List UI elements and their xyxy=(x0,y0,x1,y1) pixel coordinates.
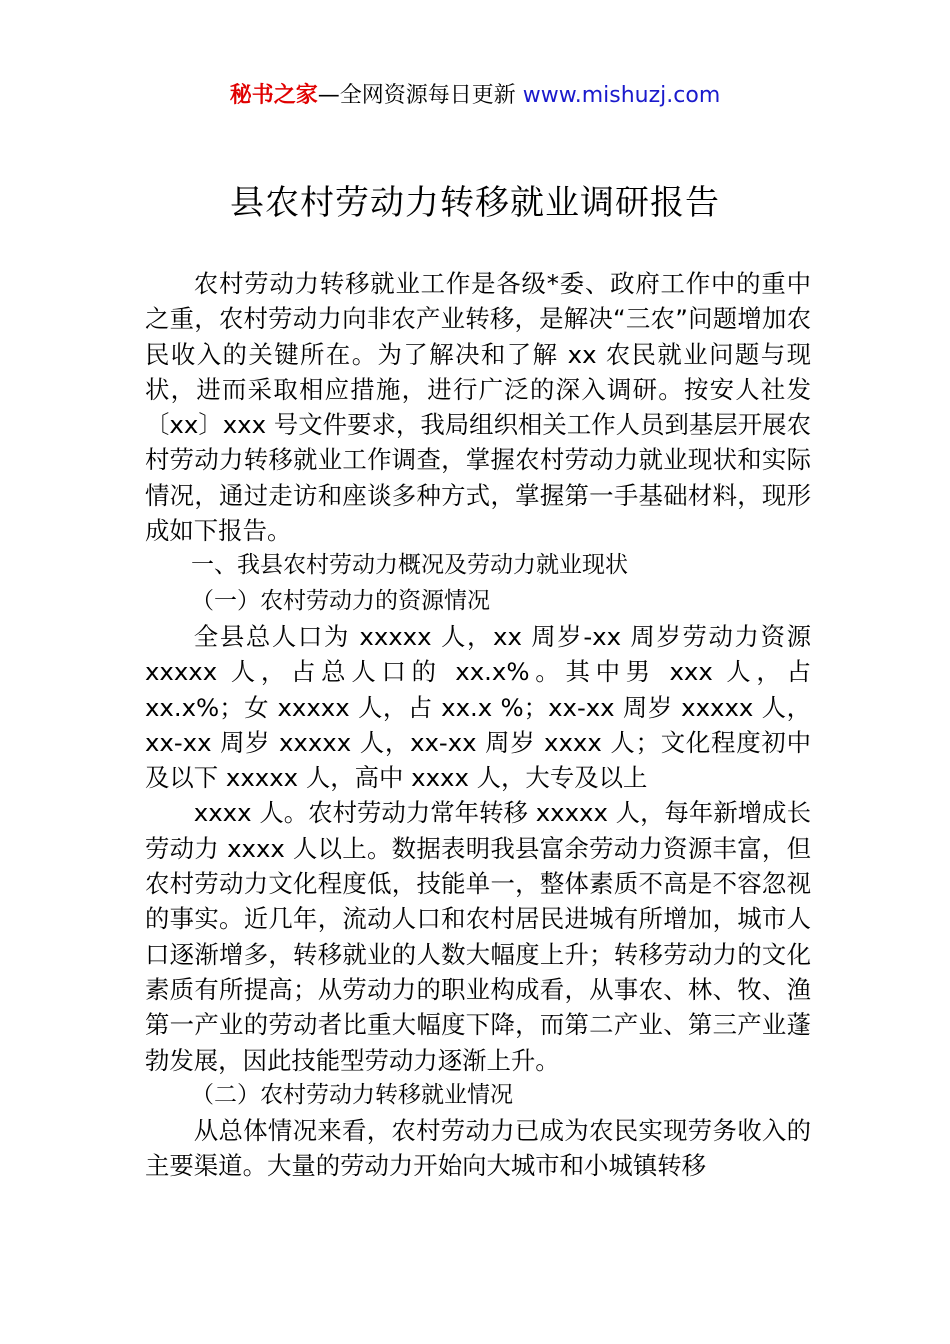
section-heading-1: 一、我县农村劳动力概况及劳动力就业现状 xyxy=(191,552,628,579)
paragraph-resources-continued: xxxx 人。农村劳动力常年转移 xxxxx 人，每年新增成长劳动力 xxxx 人以上。数据表明我县富余劳动力资源丰富，但农村劳动力文化程度低，技能单一，整体素质不高是不容忽视的事实。近几年，流动人口和农村居民进城有所增加，城市人口逐渐增多，转移就业的人数大幅度上升；转移劳动力的文化素质有所提高；从劳动力的职业构成看，从事农、林、牧、渔第一产业的劳动者比重大幅度下降，而第二产业、第三产业蓬勃发展，因此技能型劳动力逐渐上升。 xyxy=(145,798,811,1075)
subsection-heading-1: （一）农村劳动力的资源情况 xyxy=(191,587,490,614)
paragraph-intro: 农村劳动力转移就业工作是各级*委、政府工作中的重中之重，农村劳动力向非农产业转移，是解决“三农”问题增加农民收入的关键所在。为了解决和了解 xx 农民就业问题与现状，进而采取相应措施，进行广泛的深入调研。按安人社发〔xx〕xxx 号文件要求，我局组织相关工作人员到基层开展农村劳动力转移就业工作调查，掌握农村劳动力就业现状和实际情况，通过走访和座谈多种方式，掌握第一手基础材料，现形成如下报告。 xyxy=(145,269,811,546)
document-title: 县农村劳动力转移就业调研报告 xyxy=(230,183,720,223)
site-brand: 秘书之家 xyxy=(229,83,318,108)
subsection-heading-2: （二）农村劳动力转移就业情况 xyxy=(191,1081,513,1108)
document-body xyxy=(145,266,811,1184)
site-url-link[interactable]: www.mishuzj.com xyxy=(522,83,721,108)
paragraph-resources: 全县总人口为 xxxxx 人，xx 周岁-xx 周岁劳动力资源 xxxxx 人，占总人口的 xx.x%。其中男 xxx 人，占 xx.x%；女 xxxxx 人，占 xx.x %；xx-xx 周岁 xxxxx 人，xx-xx 周岁 xxxxx 人，xx-xx 周岁 xxxx 人；文化程度初中及以下 xxxxx 人，高中 xxxx 人，大专及以上 xyxy=(145,621,811,793)
site-header xyxy=(0,78,950,114)
site-tagline: —全网资源每日更新 xyxy=(317,83,523,108)
paragraph-transfer: 从总体情况来看，农村劳动力已成为农民实现劳务收入的主要渠道。大量的劳动力开始向大城市和小城镇转移 xyxy=(145,1116,811,1181)
